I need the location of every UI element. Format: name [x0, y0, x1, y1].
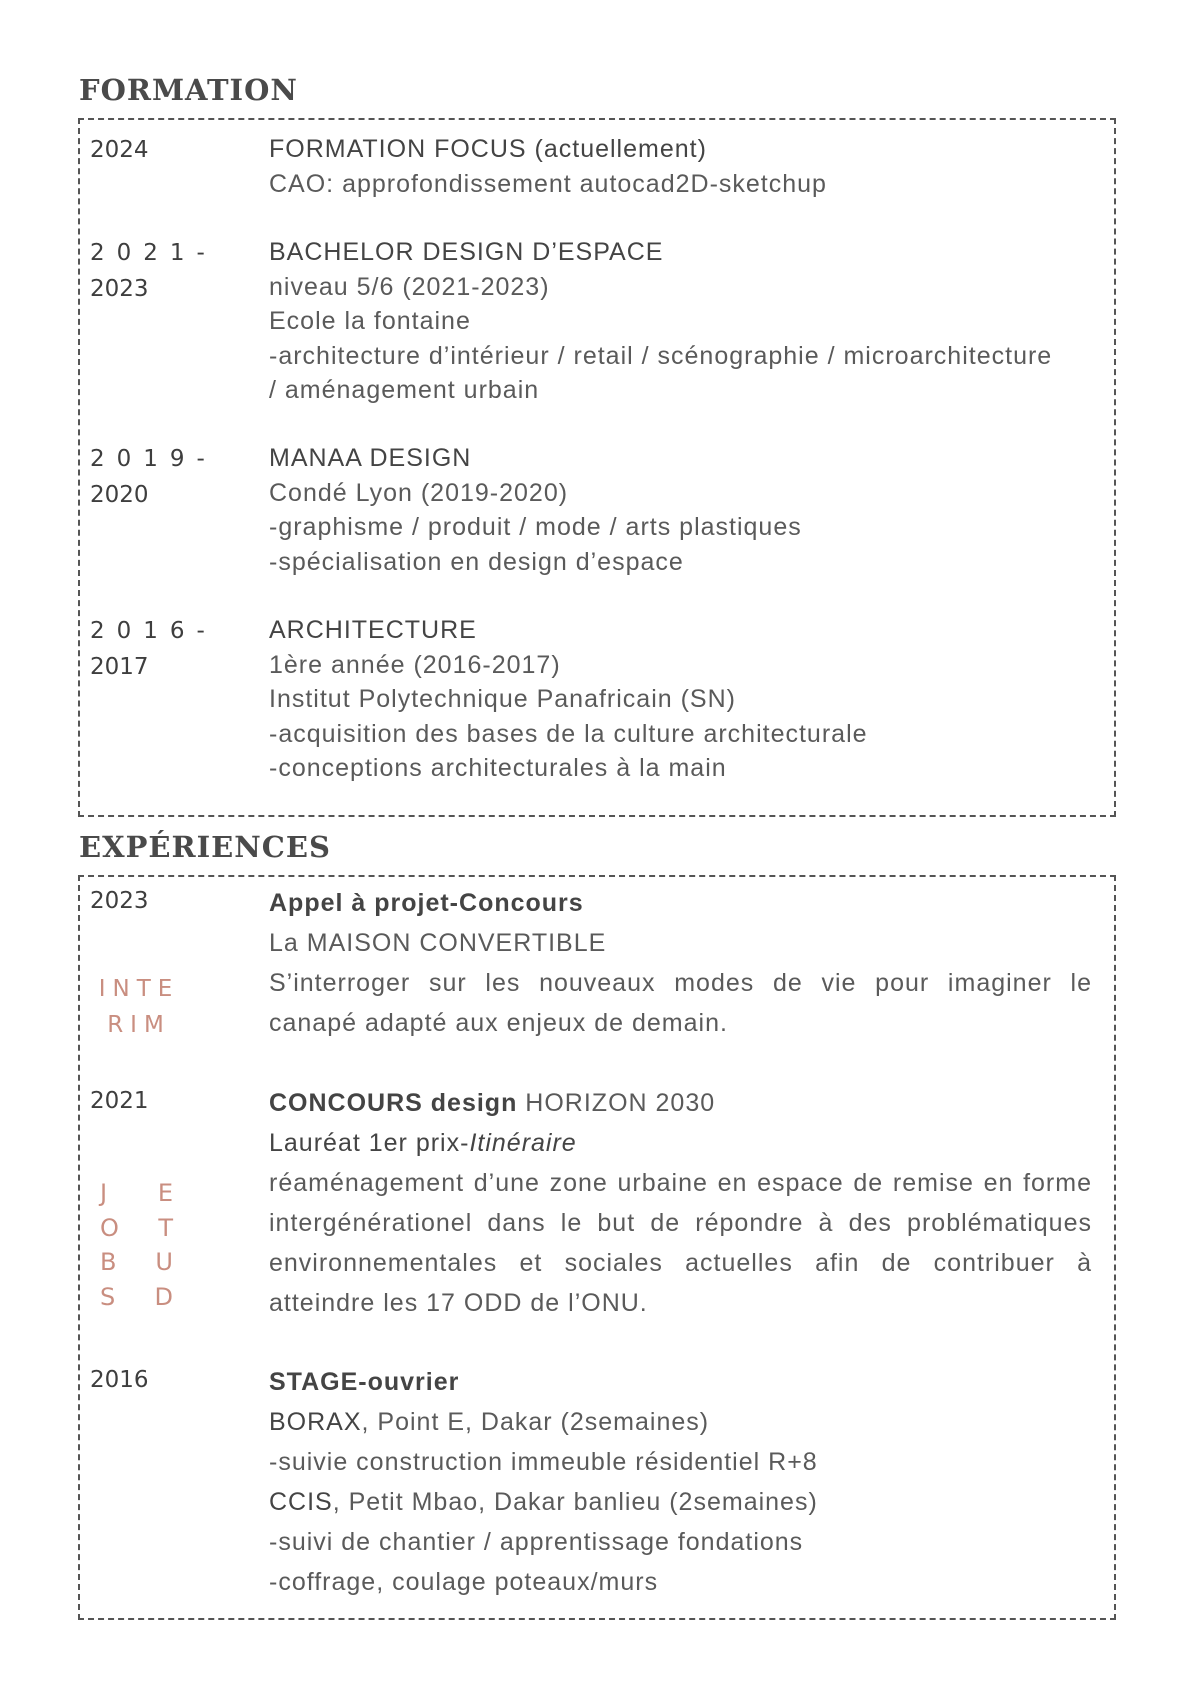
entry-content	[269, 132, 1092, 201]
entry-year: 2021- 2023	[90, 240, 217, 302]
entry-line: Ecole la fontaine	[269, 307, 471, 335]
entry-line: Condé Lyon (2019-2020)	[269, 478, 569, 507]
entry-content	[269, 1362, 1092, 1602]
entry-title: ARCHITECTURE	[269, 616, 477, 644]
entry-year: 2016- 2017	[90, 618, 217, 680]
formation-heading: FORMATION	[79, 73, 298, 107]
jobs-etudes-side-label: J E O T B U S D	[100, 1179, 180, 1311]
entry-description: -suivi de chantier / apprentissage fondations	[269, 1528, 804, 1556]
formation-box	[78, 118, 1116, 817]
entry-title: BACHELOR DESIGN D’ESPACE	[269, 238, 664, 266]
entry-line: -spécialisation en design d’espace	[269, 547, 684, 576]
entry-description: intergénérationel dans le but de répondre à des problématiques	[269, 1209, 1092, 1237]
entry-line: -acquisition des bases de la culture architecturale	[269, 719, 868, 748]
entry-line: CAO: approfondissement autocad2D-sketchup	[269, 169, 827, 198]
entry-title: CONCOURS design HORIZON 2030	[269, 1089, 716, 1117]
entry-year: 2024	[90, 137, 149, 163]
entry-description: canapé adapté aux enjeux de demain.	[269, 1009, 728, 1037]
entry-subtitle: La MAISON CONVERTIBLE	[269, 929, 607, 957]
entry-company-borax: BORAX, Point E, Dakar (2semaines)	[269, 1408, 710, 1436]
entry-content	[269, 1083, 1092, 1323]
entry-line: / aménagement urbain	[269, 376, 540, 404]
entry-title: STAGE-ouvrier	[269, 1368, 460, 1396]
entry-title: Appel à projet-Concours	[269, 889, 584, 917]
entry-year: 2019- 2020	[90, 446, 217, 508]
entry-subtitle: Lauréat 1er prix-Itinéraire	[269, 1129, 577, 1157]
entry-company-ccis: CCIS, Petit Mbao, Dakar banlieu (2semaines)	[269, 1488, 818, 1516]
entry-year: 2023	[90, 888, 149, 914]
entry-year: 2021	[90, 1088, 149, 1114]
entry-description: atteindre les 17 ODD de l’ONU.	[269, 1289, 648, 1317]
entry-year: 2016	[90, 1367, 149, 1393]
entry-description: S’interroger sur les nouveaux modes de vie pour imaginer le	[269, 969, 1092, 997]
entry-line: 1ère année (2016-2017)	[269, 650, 561, 679]
entry-line: -architecture d’intérieur / retail / scénographie / microarchitecture	[269, 341, 1053, 370]
entry-description: réaménagement d’une zone urbaine en espace de remise en forme	[269, 1169, 1092, 1197]
entry-line: niveau 5/6 (2021-2023)	[269, 272, 550, 301]
entry-line: -graphisme / produit / mode / arts plastiques	[269, 513, 802, 541]
experiences-heading: EXPÉRIENCES	[79, 830, 331, 864]
entry-description: environnementales et sociales actuelles afin de contribuer à	[269, 1249, 1092, 1277]
entry-description: -suivie construction immeuble résidentiel R+8	[269, 1448, 818, 1476]
entry-content	[269, 883, 1092, 1043]
entry-content	[269, 441, 1092, 579]
entry-line: -conceptions architecturales à la main	[269, 754, 727, 782]
entry-description: -coffrage, coulage poteaux/murs	[269, 1568, 659, 1596]
interim-side-label: INTE RIM	[98, 976, 180, 1038]
entry-title: FORMATION FOCUS (actuellement)	[269, 135, 707, 163]
entry-title: MANAA DESIGN	[269, 444, 472, 472]
experiences-box	[78, 875, 1116, 1620]
entry-content	[269, 613, 1092, 786]
entry-line: Institut Polytechnique Panafricain (SN)	[269, 685, 736, 713]
entry-content	[269, 235, 1092, 408]
